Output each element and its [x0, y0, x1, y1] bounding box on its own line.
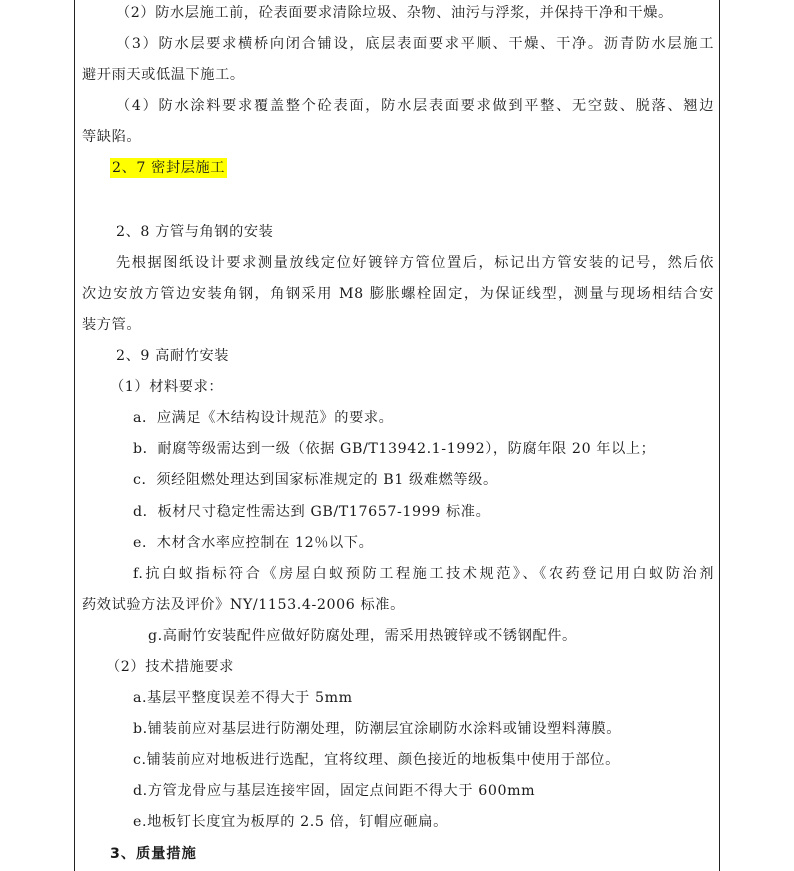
subsection-heading: （1）材料要求：: [110, 379, 224, 395]
list-item: b．耐腐等级需达到一级（依据 GB/T13942.1-1992），防腐年限 20 年以上；: [133, 441, 656, 457]
text-line: （2）防水层施工前，砼表面要求清除垃圾、杂物、油污与浮浆，并保持干净和干燥。: [116, 5, 673, 21]
list-item: b.铺装前应对基层进行防潮处理，防潮层宜涂刷防水涂料或铺设塑料薄膜。: [133, 721, 621, 737]
section-heading: 2、9 高耐竹安装: [116, 348, 230, 364]
list-item: d.方管龙骨应与基层连接牢固，固定点间距不得大于 600mm: [133, 783, 536, 799]
text-line: （3）防水层要求横桥向闭合铺设，底层表面要求平顺、干燥、干净。沥青防水层施工: [116, 36, 714, 52]
list-item: c．须经阻燃处理达到国家标准规定的 B1 级难燃等级。: [133, 472, 498, 488]
table-frame: [74, 0, 720, 871]
text-line: 等缺陷。: [82, 129, 142, 145]
list-item: a.基层平整度误差不得大于 5mm: [133, 690, 353, 706]
list-item-continuation: 药效试验方法及评价》NY/1153.4-2006 标准。: [82, 597, 405, 613]
list-item: e.地板钉长度宜为板厚的 2.5 倍，钉帽应砸扁。: [133, 814, 448, 830]
list-item: d．板材尺寸稳定性需达到 GB/T17657-1999 标准。: [133, 504, 491, 520]
text-line: 次边安放方管边安装角钢，角钢采用 M8 膨胀螺栓固定，为保证线型，测量与现场相结合安: [82, 286, 714, 302]
highlight-mark: 2、7 密封层施工: [112, 160, 226, 176]
section-heading: 2、8 方管与角钢的安装: [116, 224, 274, 240]
list-item: e．木材含水率应控制在 12％以下。: [133, 535, 374, 551]
section-heading-bold: 3、质量措施: [110, 846, 197, 862]
list-item: f.抗白蚁指标符合《房屋白蚁预防工程施工技术规范》、《农药登记用白蚁防治剂: [133, 566, 714, 582]
text-line: （4）防水涂料要求覆盖整个砼表面，防水层表面要求做到平整、无空鼓、脱落、翘边: [116, 98, 714, 114]
subsection-heading: （2）技术措施要求: [106, 659, 234, 675]
section-heading-highlighted: [110, 158, 227, 178]
text-line: 装方管。: [82, 317, 142, 333]
list-item: g.高耐竹安装配件应做好防腐处理，需采用热镀锌或不锈钢配件。: [148, 628, 577, 644]
list-item: a．应满足《木结构设计规范》的要求。: [133, 410, 394, 426]
text-line: 先根据图纸设计要求测量放线定位好镀锌方管位置后，标记出方管安装的记号，然后依: [116, 255, 714, 271]
text-line: 避开雨天或低温下施工。: [82, 67, 245, 83]
list-item: c.铺装前应对地板进行选配，宜将纹理、颜色接近的地板集中使用于部位。: [133, 752, 620, 768]
